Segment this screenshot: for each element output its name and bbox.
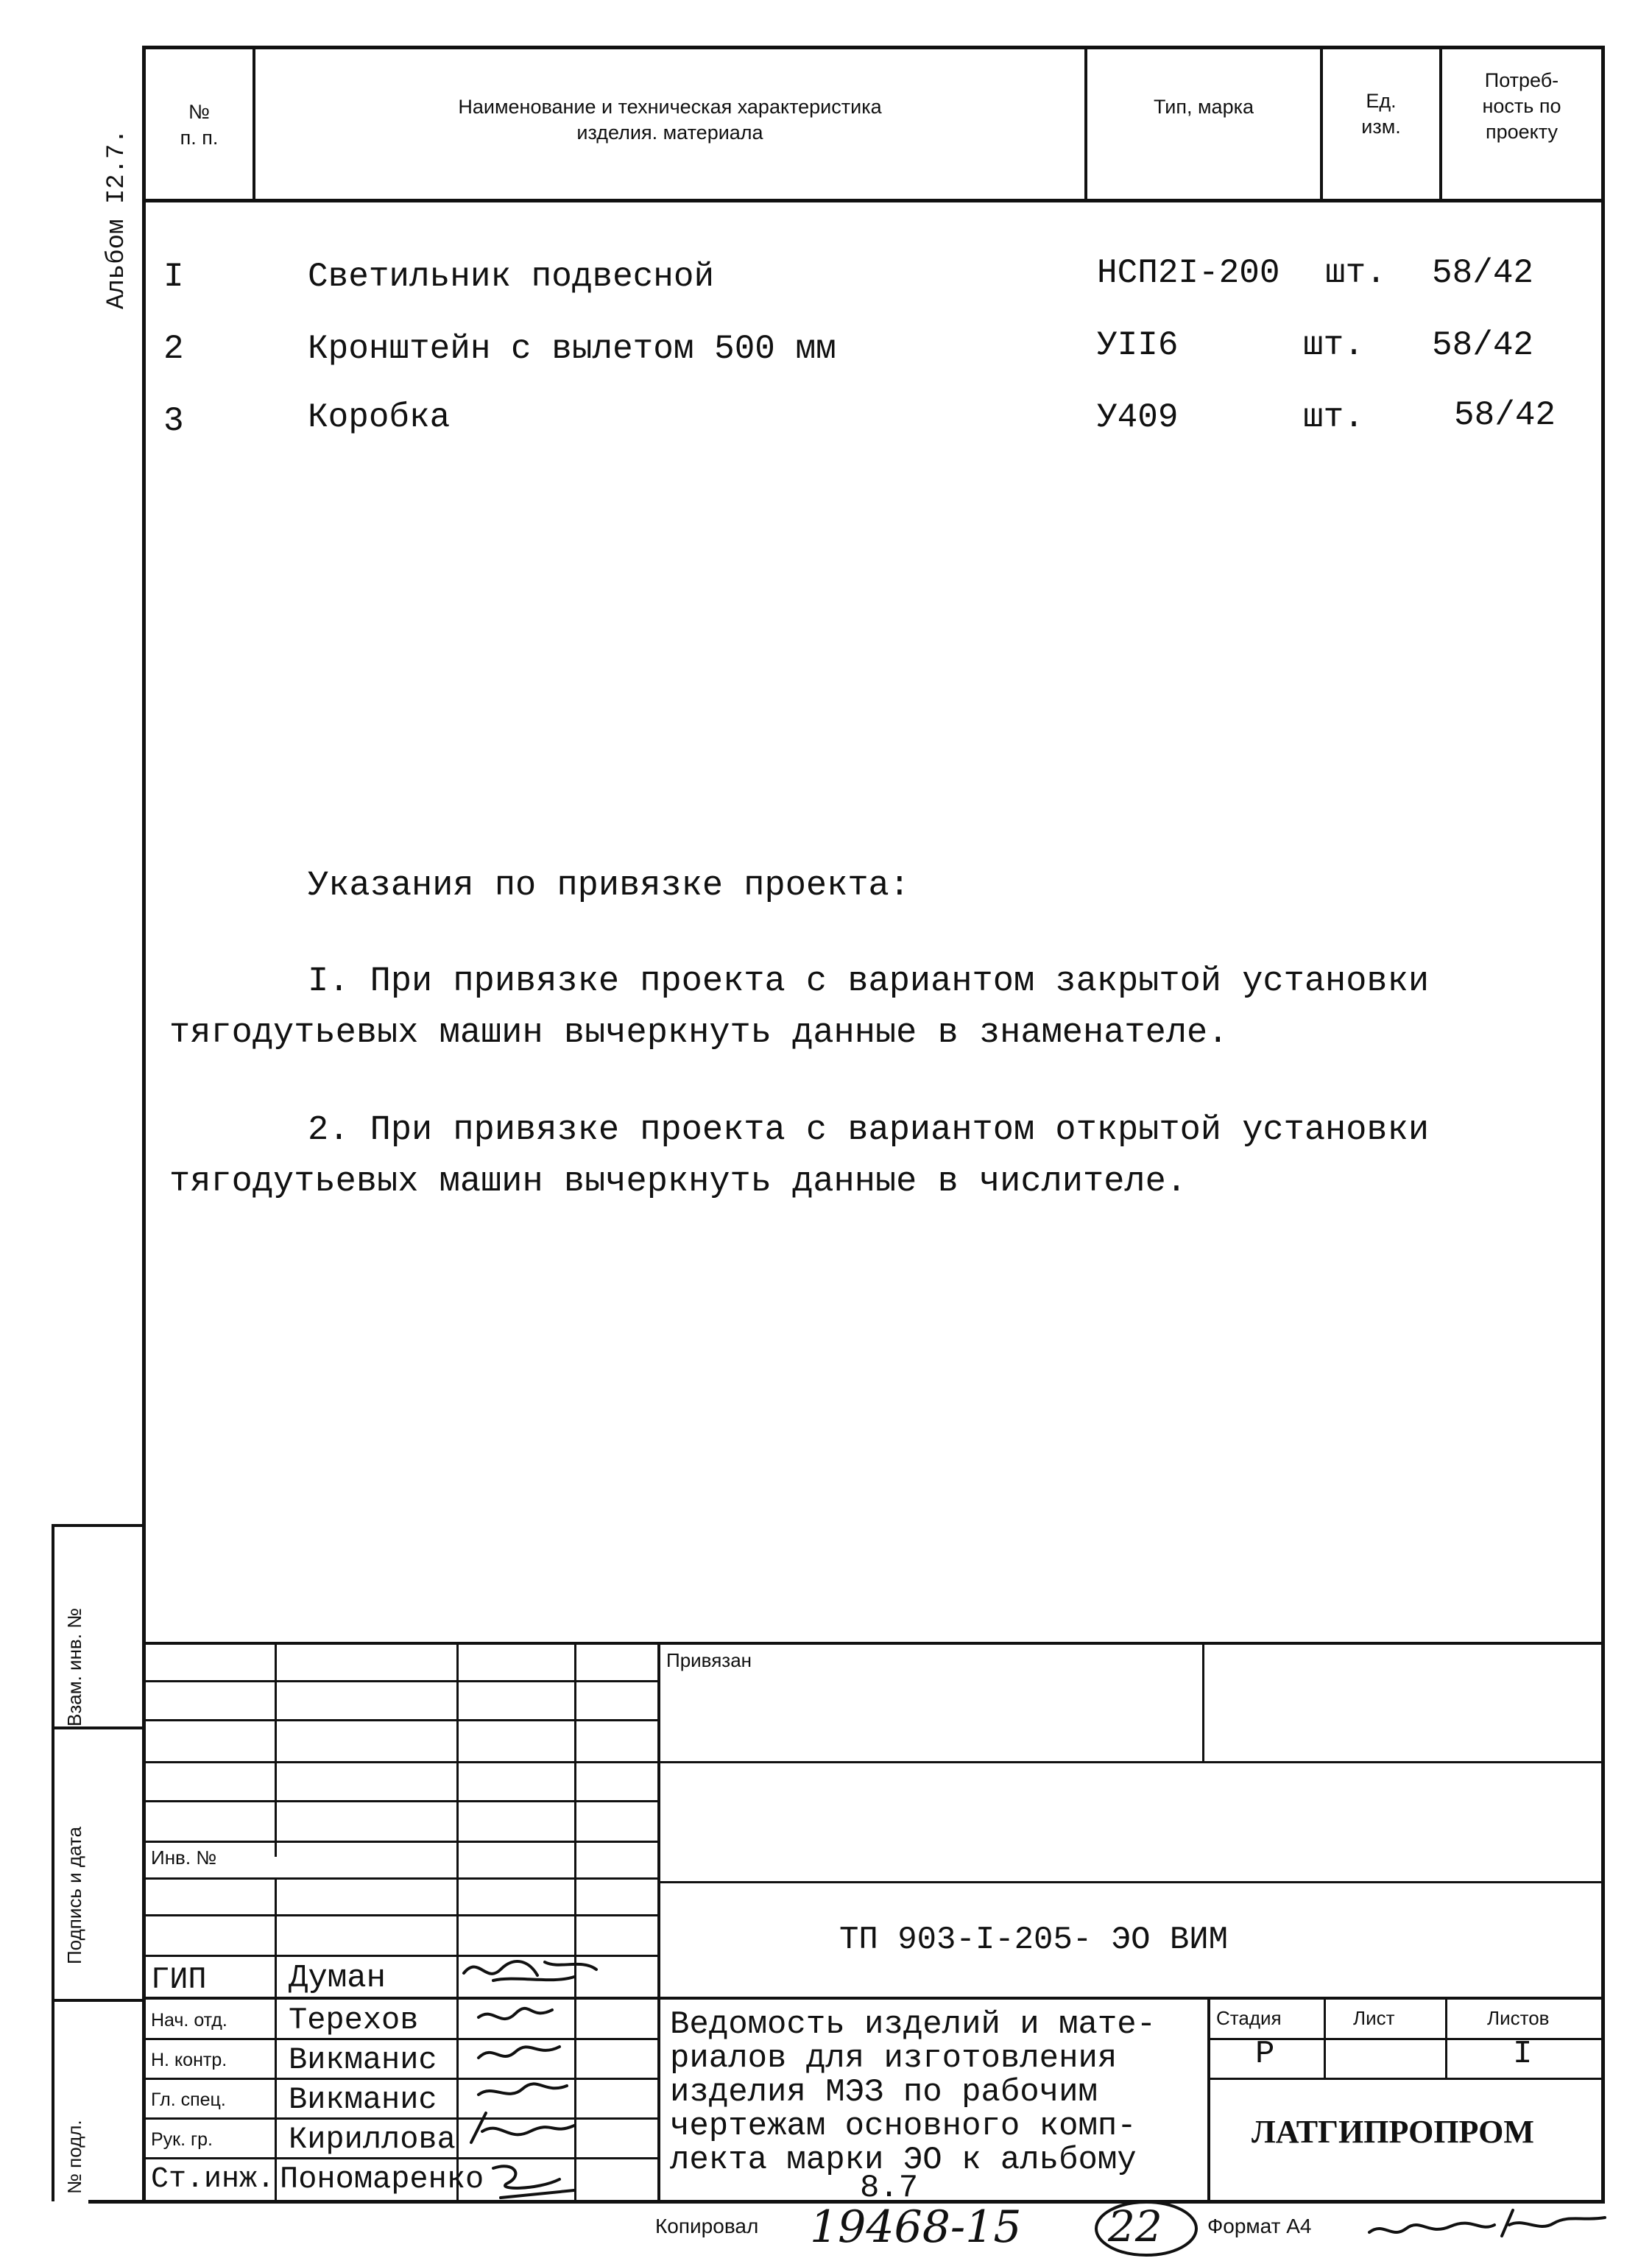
stamp-right-v-privyazan — [1202, 1642, 1204, 1763]
document-title-line: изделия МЭЗ по рабочим — [670, 2074, 1098, 2111]
stamp-right-v-title — [1207, 1997, 1210, 2201]
item-qty: 58/42 — [1432, 326, 1534, 364]
signature-kirillova — [471, 2113, 574, 2142]
document-title-line: Ведомость изделий и мате- — [670, 2006, 1157, 2043]
stage-label: Стадия — [1216, 2007, 1282, 2029]
stamp-grid-h3 — [144, 1761, 659, 1763]
signatory-role: Нач. отд. — [151, 2010, 227, 2031]
organization-name: ЛАТГИПРОПРОМ — [1252, 2114, 1534, 2150]
signatory-role: Гл. спец. — [151, 2089, 226, 2110]
signature-vikmanis-1 — [479, 2047, 560, 2058]
page-number-circle — [1091, 2198, 1201, 2260]
document-title-line: лекта марки ЭО к альбому — [670, 2142, 1137, 2179]
item-qty: 58/42 — [1454, 396, 1556, 434]
vzam-inv-label: Взам. инв. № — [63, 1607, 85, 1726]
signature-gip — [464, 1961, 596, 1980]
item-type: У409 — [1097, 398, 1179, 437]
signature-ponomarenko — [493, 2166, 574, 2198]
signatory-name: Кириллова — [289, 2122, 456, 2157]
album-label: Альбом I2.7. — [103, 129, 131, 309]
item-unit: шт. — [1303, 398, 1364, 437]
stamp-grid-h9 — [144, 1997, 1603, 2000]
side-strip-left — [52, 1524, 54, 2201]
header-type: Тип, марка — [1153, 96, 1254, 118]
signatory-role: Рук. гр. — [151, 2129, 213, 2150]
inv-no-label: Инв. № — [151, 1846, 217, 1869]
stamp-grid-h4 — [144, 1800, 659, 1802]
document-title-line: чертежам основного комп- — [670, 2108, 1137, 2145]
document-title-line: 8.7 — [860, 2170, 919, 2207]
privyazan-label: Привязан — [666, 1649, 752, 1671]
stamp-grid-h6 — [144, 1877, 659, 1880]
item-name: Коробка — [308, 398, 451, 437]
header-num: № п. п. — [180, 101, 219, 149]
item-num: 3 — [163, 402, 184, 440]
header-name: Наименование и техническая характеристика изделия. материала — [458, 96, 882, 144]
frame-right — [1601, 46, 1605, 2203]
item-num: 2 — [163, 330, 184, 368]
signatures-graphic — [449, 1955, 670, 2205]
stamp-top — [144, 1642, 1603, 1645]
note-2-line-2: тягодутьевых машин вычеркнуть данные в числителе. — [169, 1163, 1187, 1202]
copied-number: 19468-15 — [810, 2201, 1022, 2253]
stamp-right-h1 — [659, 1761, 1603, 1763]
document-code: ТП 903-I-205- ЭО ВИМ — [839, 1922, 1229, 1958]
header-unit: Ед. изм. — [1361, 90, 1401, 138]
stamp-right-v-sheet2 — [1445, 1997, 1447, 2079]
stamp-right-h4 — [1207, 2078, 1603, 2080]
frame-top — [144, 46, 1603, 49]
item-unit: шт. — [1325, 254, 1386, 292]
signatory-name: Викманис — [289, 2082, 437, 2117]
copied-label: Копировал — [655, 2215, 759, 2237]
note-1-line-1: I. При привязке проекта с вариантом закрытой установки — [308, 962, 1430, 1001]
item-num: I — [163, 258, 184, 296]
stamp-right-v-sheet1 — [1324, 1997, 1326, 2079]
item-unit: шт. — [1303, 326, 1364, 364]
note-1-line-2: тягодутьевых машин вычеркнуть данные в знаменателе. — [169, 1014, 1229, 1053]
header-v2 — [1084, 46, 1087, 200]
signature-terekhov — [479, 2008, 552, 2019]
signatory-name: Пономаренко — [280, 2162, 484, 2197]
signatory-role: Н. контр. — [151, 2050, 227, 2070]
stamp-grid-v1 — [275, 1642, 277, 1857]
sheets-value: I — [1513, 2036, 1533, 2073]
item-name: Светильник подвесной — [308, 258, 715, 296]
header-need: Потреб- ность по проекту — [1482, 69, 1561, 144]
side-strip-div1 — [52, 1726, 146, 1729]
side-strip-top — [52, 1524, 146, 1527]
signatory-name: Викманис — [289, 2042, 437, 2078]
stage-value: Р — [1255, 2036, 1275, 2073]
side-strip-div2 — [52, 1999, 146, 2002]
signatory-role: Ст.инж. — [151, 2163, 275, 2196]
copy-signature-graphic — [1362, 2203, 1612, 2254]
gip-role: ГИП — [151, 1962, 207, 1997]
inv-podl-label: № подл. — [63, 2120, 85, 2194]
header-bottom — [144, 199, 1603, 202]
item-type: НСП2I-200 — [1097, 254, 1280, 292]
note-2-line-1: 2. При привязке проекта с вариантом открытой установки — [308, 1111, 1430, 1150]
page-number: 22 — [1108, 2201, 1162, 2251]
format-label: Формат А4 — [1207, 2215, 1312, 2237]
signature-vikmanis-2 — [479, 2084, 567, 2095]
stamp-right-h2 — [659, 1881, 1603, 1883]
item-type: УII6 — [1097, 326, 1179, 364]
notes-title: Указания по привязке проекта: — [308, 867, 910, 906]
stamp-grid-h1 — [144, 1680, 659, 1682]
gip-name: Думан — [289, 1960, 386, 1997]
podpis-data-label: Подпись и дата — [63, 1826, 85, 1964]
item-name: Кронштейн с вылетом 500 мм — [308, 330, 836, 368]
item-qty: 58/42 — [1432, 254, 1534, 292]
stamp-grid-h7 — [144, 1914, 659, 1916]
document-title-line: риалов для изготовления — [670, 2040, 1118, 2077]
signatory-name: Терехов — [289, 2003, 419, 2038]
stamp-grid-h5 — [144, 1841, 659, 1843]
sheet-label: Лист — [1353, 2007, 1395, 2029]
stamp-grid-h2 — [144, 1719, 659, 1721]
sheets-label: Листов — [1487, 2007, 1550, 2029]
